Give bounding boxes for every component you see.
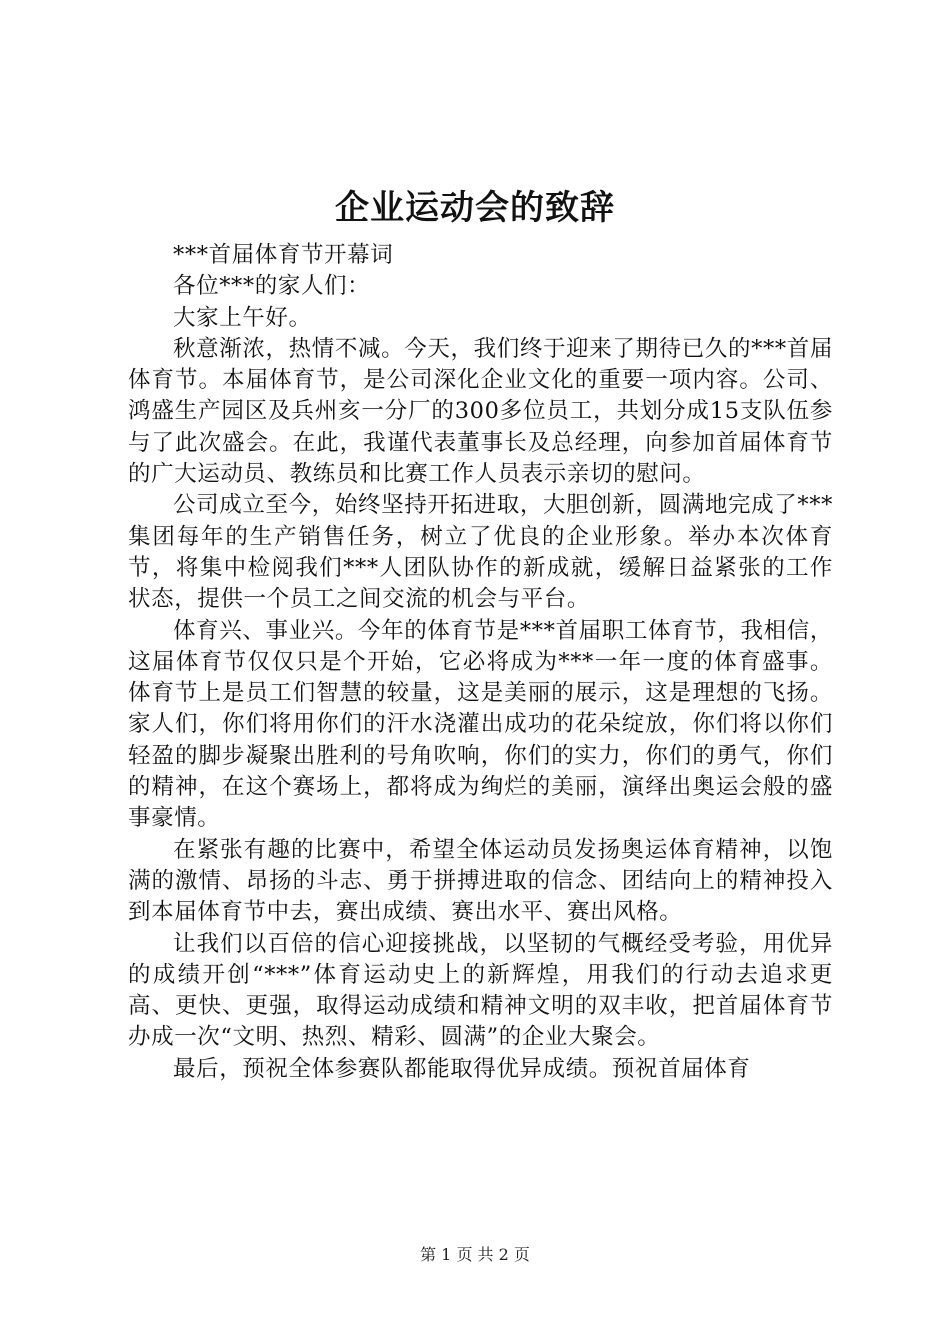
body-paragraph: 公司成立至今，始终坚持开拓进取，大胆创新，圆满地完成了***集团每年的生产销售任务，树立了优良的企业形象。举办本次体育节，将集中检阅我们***人团队协作的新成就，缓解日益紧张的工作状态，提供一个员工之间交流的机会与平台。 [128,492,833,613]
speech-heading: ***首届体育节开幕词 [173,242,394,268]
document-body [128,240,833,1085]
body-paragraph: 让我们以百倍的信心迎接挑战，以坚韧的气概经受考验，用优异的成绩开创“***”体育运动史上的新辉煌，用我们的行动去追求更高、更快、更强，取得运动成绩和精神文明的双丰收，把首届体育节办成一次“文明、热烈、精彩、圆满”的企业大聚会。 [128,930,833,1051]
salutation: 各位***的家人们： [173,273,371,300]
page-number: 第 1 页 共 2 页 [420,1245,530,1264]
document-title: 企业运动会的致辞 [335,188,615,228]
body-paragraph: 体育兴、事业兴。今年的体育节是***首届职工体育节，我相信，这届体育节仅仅只是个开始，它必将成为***一年一度的体育盛事。体育节上是员工们智慧的较量，这是美丽的展示，这是理想的飞扬。家人们，你们将用你们的汗水浇灌出成功的花朵绽放，你们将以你们轻盈的脚步凝聚出胜利的号角吹响，你们的实力，你们的勇气，你们的精神，在这个赛场上，都将成为绚烂的美丽，演绎出奥运会般的盛事豪情。 [128,617,833,832]
greeting: 大家上午好。 [173,304,312,331]
body-paragraph: 在紧张有趣的比赛中，希望全体运动员发扬奥运体育精神，以饱满的激情、昂扬的斗志、勇于拼搏进取的信念、团结向上的精神投入到本届体育节中去，赛出成绩、赛出水平、赛出风格。 [128,836,833,926]
body-paragraph: 秋意渐浓，热情不减。今天，我们终于迎来了期待已久的***首届体育节。本届体育节，是公司深化企业文化的重要一项内容。公司、鸿盛生产园区及兵州亥一分厂的300多位员工，共划分成15支队伍参与了此次盛会。在此，我谨代表董事长及总经理，向参加首届体育节的广大运动员、教练员和比赛工作人员表示亲切的慰问。 [128,335,833,488]
body-paragraph: 最后，预祝全体参赛队都能取得优异成绩。预祝首届体育 [173,1055,751,1082]
